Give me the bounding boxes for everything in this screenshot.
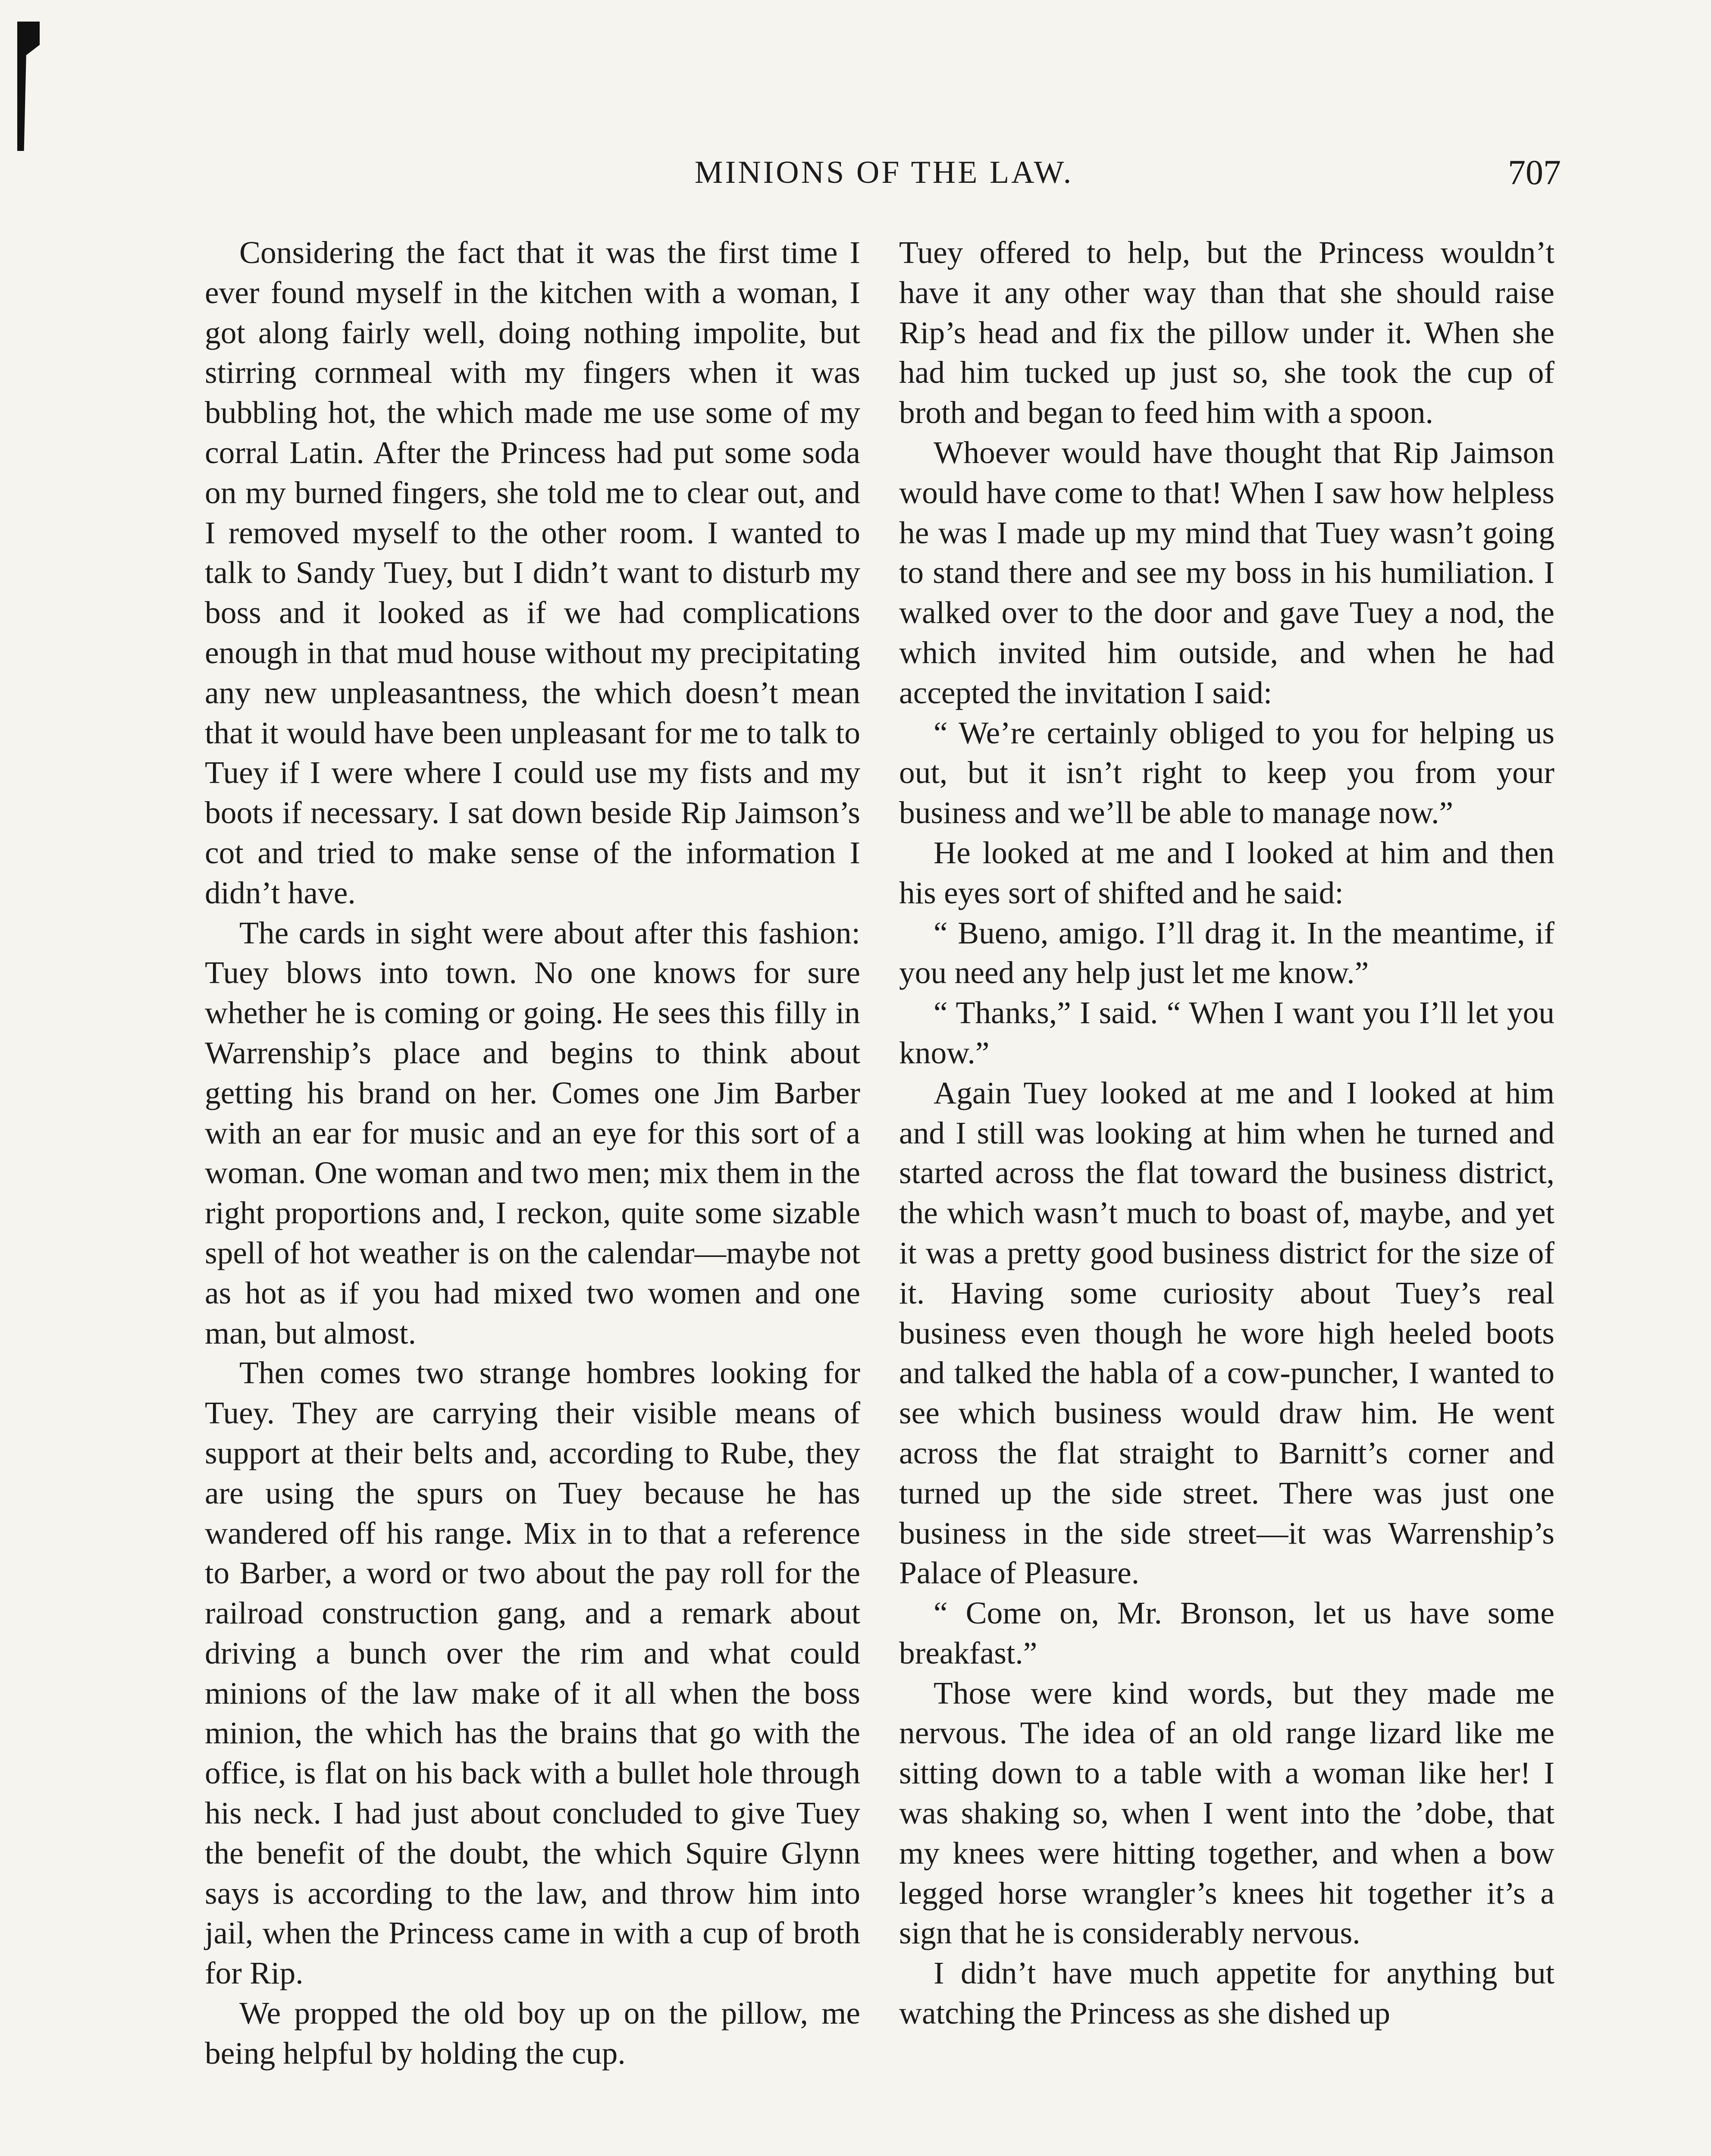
running-head: MINIONS OF THE LAW.	[694, 155, 1074, 190]
paragraph: “ Come on, Mr. Bronson, let us have some breakfast.”	[899, 1595, 1554, 1670]
left-column	[205, 233, 860, 2074]
paragraph: Again Tuey looked at me and I looked at him and I still was looking at him when he turned and started across the flat toward the business district, the which wasn’t much to boast of, maybe, and yet it was a pretty good business district for the size of it. Having some curiosity about Tuey’s real business even though he wore high heeled boots and talked the habla of a cow-puncher, I wanted to see which business would draw him. He went across the flat straight to Barnitt’s corner and turned up the side street. There was just one business in the side street—it was Warrenship’s Palace of Pleasure.	[899, 1075, 1554, 1591]
page-number: 707	[1508, 153, 1561, 192]
paragraph: “ Bueno, amigo. I’ll drag it. In the meantime, if you need any help just let me know.”	[899, 915, 1554, 990]
paragraph: Considering the fact that it was the first time I ever found myself in the kitchen with a woman, I got along fairly well, doing nothing impolite, but stirring cornmeal with my fingers when it was bubbling hot, the which made me use some of my corral Latin. After the Princess had put some soda on my burned fingers, she told me to clear out, and I removed myself to the other room. I wanted to talk to Sandy Tuey, but I didn’t want to disturb my boss and it looked as if we had complications enough in that mud house without my precipitating any new unpleasantness, the which doesn’t mean that it would have been unpleasant for me to talk to Tuey if I were where I could use my fists and my boots if necessary. I sat down beside Rip Jaimson’s cot and tried to make sense of the information I didn’t have.	[205, 235, 860, 910]
paragraph: The cards in sight were about after this fashion: Tuey blows into town. No one knows for sure whether he is coming or going. He sees this filly in Warrenship’s place and begins to think about getting his brand on her. Comes one Jim Barber with an ear for music and an eye for this sort of a woman. One woman and two men; mix them in the right proportions and, I reckon, quite some sizable spell of hot weather is on the calendar—maybe not as hot as if you had mixed two women and one man, but almost.	[205, 915, 860, 1351]
paragraph: Whoever would have thought that Rip Jaimson would have come to that! When I saw how helpless he was I made up my mind that Tuey wasn’t going to stand there and see my boss in his humiliation. I walked over to the door and gave Tuey a nod, the which invited him outside, and when he had accepted the invitation I said:	[899, 435, 1554, 710]
page-header	[207, 147, 1561, 198]
paragraph: Tuey offered to help, but the Princess wouldn’t have it any other way than that she should raise Rip’s head and fix the pillow under it. When she had him tucked up just so, she took the cup of broth and began to feed him with a spoon.	[899, 235, 1554, 430]
paragraph: “ Thanks,” I said. “ When I want you I’ll let you know.”	[899, 995, 1554, 1070]
paragraph: He looked at me and I looked at him and then his eyes sort of shifted and he said:	[899, 835, 1554, 910]
paragraph: Those were kind words, but they made me nervous. The idea of an old range lizard like me sitting down to a table with a woman like her! I was shaking so, when I went into the ’dobe, that my knees were hitting together, and when a bow legged horse wrangler’s knees hit together it’s a sign that he is considerably nervous.	[899, 1675, 1554, 1951]
paragraph: I didn’t have much appetite for anything but watching the Princess as she dished up	[899, 1955, 1554, 2031]
paragraph: Then comes two strange hombres looking for Tuey. They are carrying their visible means of support at their belts and, according to Rube, they are using the spurs on Tuey because he has wandered off his range. Mix in to that a reference to Barber, a word or two about the pay roll for the railroad construction gang, and a remark about driving a bunch over the rim and what could minions of the law make of it all when the boss minion, the which has the brains that go with the office, is flat on his back with a bullet hole through his neck. I had just about concluded to give Tuey the benefit of the doubt, the which Squire Glynn says is according to the law, and throw him into jail, when the Princess came in with a cup of broth for Rip.	[205, 1355, 860, 1991]
right-column	[899, 233, 1554, 2034]
corner-crop-mark	[17, 22, 40, 151]
paragraph: “ We’re certainly obliged to you for helping us out, but it isn’t right to keep you from your business and we’ll be able to manage now.”	[899, 715, 1554, 830]
paragraph: We propped the old boy up on the pillow, me being helpful by holding the cup.	[205, 1996, 860, 2071]
